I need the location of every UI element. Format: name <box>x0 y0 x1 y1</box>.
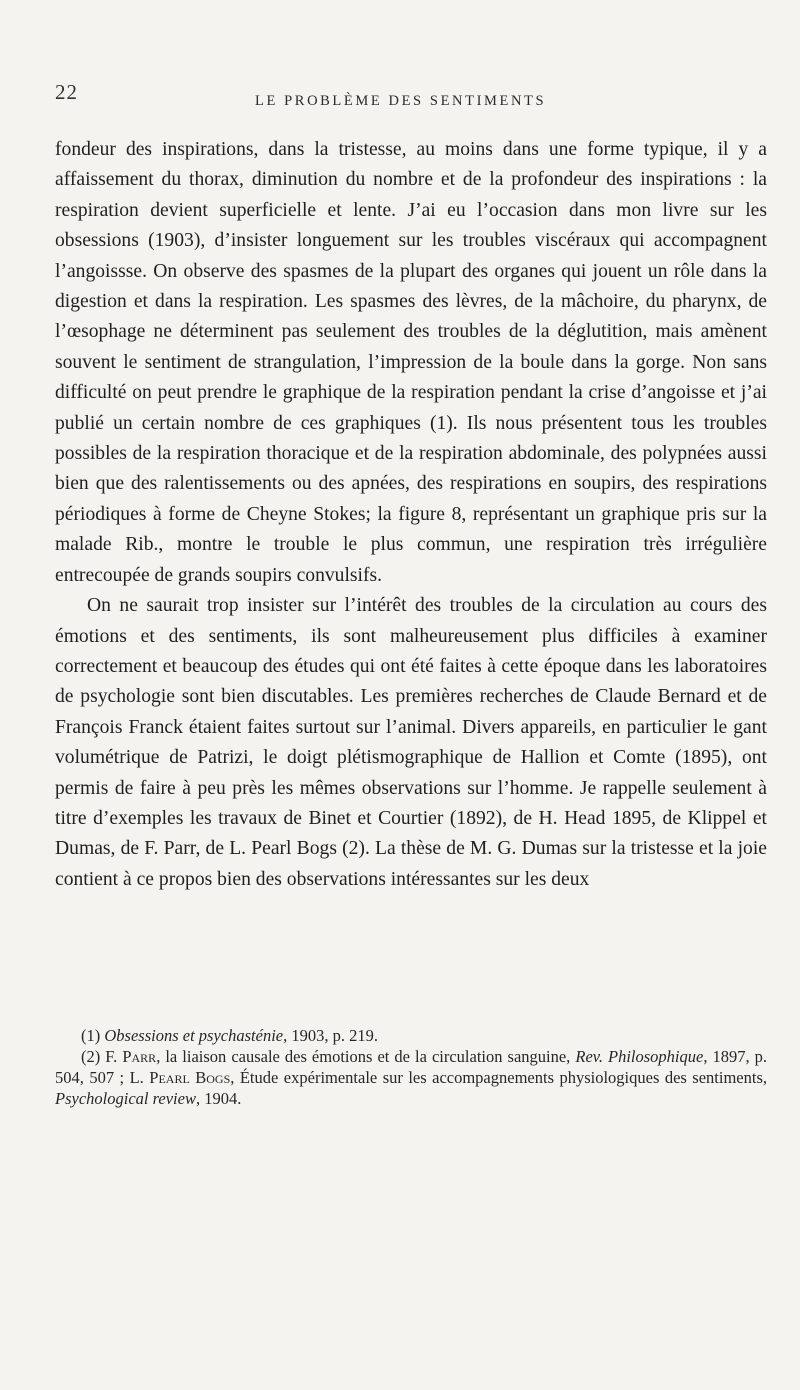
body-text <box>55 135 767 895</box>
footnote-author-initial: F. <box>105 1047 118 1066</box>
running-title: LE PROBLÈME DES SENTIMENTS <box>255 93 547 109</box>
footnote-title: Obsessions et psychasténie <box>104 1026 284 1045</box>
paragraph: fondeur des inspirations, dans la tristesse, au moins dans une forme typique, il y a affaissement du thorax, diminution du nombre et de la profondeur des inspirations : la respiration devient superficielle et lente. J’ai eu l’occasion dans mon livre sur les obsessions (1903), d’insister longuement sur les troubles viscéraux qui accompagnent l’angoissse. On observe des spasmes de la plupart des organes qui jouent un rôle dans la digestion et dans la respiration. Les spasmes des lèvres, de la mâchoire, du pharynx, de l’œsophage ne déterminent pas seulement des troubles de la déglutition, mais amènent souvent le sentiment de strangulation, l’impression de la boule dans la gorge. Non sans difficulté on peut prendre le graphique de la respiration pendant la crise d’angoisse et j’ai publié un certain nombre de ces graphiques (1). Ils nous présentent tous les troubles possibles de la respiration thoracique et de la respiration abdominale, des polypnées aussi bien que des ralentissements ou des apnées, des respirations en soupirs, des respirations périodiques à forme de Cheyne Stokes; la figure 8, représentant un graphique pris sur la malade Rib., montre le trouble le plus commun, une respiration très irrégulière entrecoupée de grands soupirs convulsifs. <box>55 139 767 586</box>
footnote-journal: Psychological review <box>55 1089 196 1108</box>
footnote-1 <box>55 1025 767 1046</box>
footnote-journal: Rev. Philosophique <box>575 1047 704 1066</box>
footnote-author: Parr <box>122 1047 157 1066</box>
footnote-author: Pearl Bogs <box>149 1068 231 1087</box>
footnote-number: (1) <box>81 1026 101 1045</box>
footnotes <box>55 1025 767 1109</box>
page-number: 22 <box>55 80 78 104</box>
footnote-text: , 1903, p. 219. <box>283 1026 378 1045</box>
footnote-text: , Étude expérimentale sur les accompagnements physiologiques des sentiments, <box>230 1068 767 1087</box>
footnote-number: (2) <box>81 1047 101 1066</box>
paragraph: On ne saurait trop insister sur l’intérêt des troubles de la circulation au cours des émotions et des sentiments, ils sont malheureusement plus difficiles à examiner correctement et beaucoup des études qui ont été faites à cette époque dans les laboratoires de psychologie sont bien discutables. Les premières recherches de Claude Bernard et de François Franck étaient faites surtout sur l’animal. Divers appareils, en particulier le gant volumétrique de Patrizi, le doigt plétismographique de Hallion et Comte (1895), ont permis de faire à peu près les mêmes observations sur l’homme. Je rappelle seulement à titre d’exemples les travaux de Binet et Courtier (1892), de H. Head 1895, de Klippel et Dumas, de F. Parr, de L. Pearl Bogs (2). La thèse de M. G. Dumas sur la tristesse et la joie contient à ce propos bien des observations intéressantes sur les deux <box>55 595 767 890</box>
footnote-2 <box>55 1046 767 1109</box>
footnote-text: , 1904. <box>195 1089 242 1108</box>
footnote-text: , 1897, p. 504, 507 ; L. <box>55 1047 768 1087</box>
footnote-text: , la liaison causale des émotions et de la circulation sanguine, <box>156 1047 571 1066</box>
